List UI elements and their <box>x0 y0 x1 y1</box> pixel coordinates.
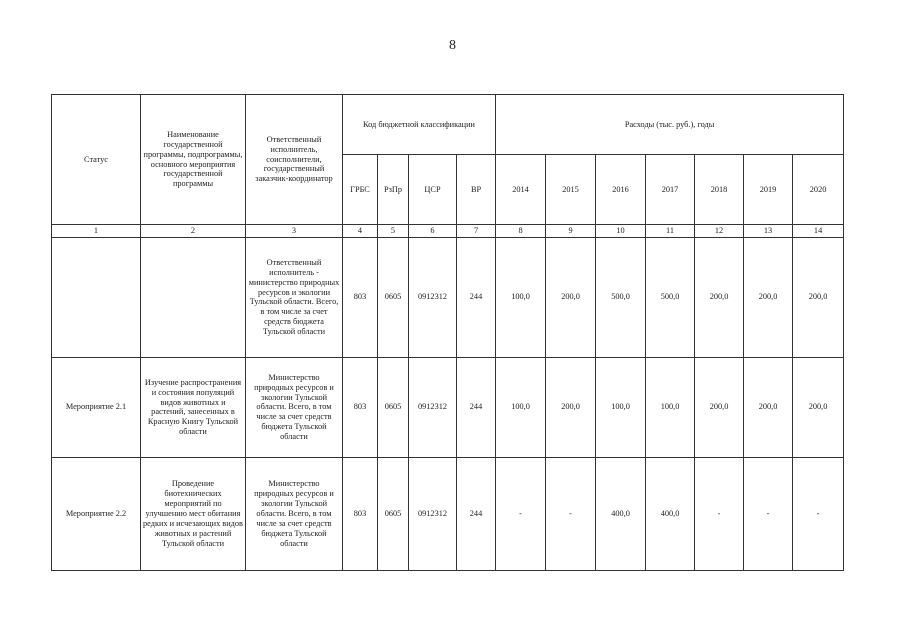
column-number: 5 <box>378 225 409 238</box>
grbs-cell: 803 <box>343 237 378 357</box>
header-code-col: ГРБС <box>343 155 378 225</box>
table-row <box>52 457 844 570</box>
expense-cell: - <box>546 457 596 570</box>
header-code-col: ЦСР <box>409 155 457 225</box>
expense-cell: 200,0 <box>744 237 793 357</box>
header-responsible: Ответственный исполнитель, соисполнители, государственный заказчик-координатор <box>246 95 343 225</box>
header-year: 2018 <box>695 155 744 225</box>
header-year: 2016 <box>596 155 646 225</box>
csr-cell: 0912312 <box>409 457 457 570</box>
vr-cell: 244 <box>457 357 496 457</box>
grbs-cell: 803 <box>343 357 378 457</box>
responsible-cell: Министерство природных ресурсов и экологии Тульской области. Всего, в том числе за счет средств бюджета Тульской области <box>246 457 343 570</box>
expense-cell: - <box>793 457 844 570</box>
table-row <box>52 357 844 457</box>
expense-cell: 100,0 <box>646 357 695 457</box>
vr-cell: 244 <box>457 237 496 357</box>
expense-cell: 200,0 <box>695 237 744 357</box>
status-cell: Мероприятие 2.1 <box>52 357 141 457</box>
expense-cell: 500,0 <box>646 237 695 357</box>
expense-cell: 200,0 <box>793 357 844 457</box>
column-number: 4 <box>343 225 378 238</box>
budget-table <box>51 94 844 571</box>
csr-cell: 0912312 <box>409 357 457 457</box>
column-number: 1 <box>52 225 141 238</box>
responsible-cell: Министерство природных ресурсов и экологии Тульской области. Всего, в том числе за счет средств бюджета Тульской области <box>246 357 343 457</box>
responsible-cell: Ответственный исполнитель - министерство природных ресурсов и экологии Тульской области. Всего, в том числе за счет средств бюджета Тульской области <box>246 237 343 357</box>
header-budget-code: Код бюджетной классификации <box>343 95 496 155</box>
expense-cell: 100,0 <box>596 357 646 457</box>
header-expenses: Расходы (тыс. руб.), годы <box>496 95 844 155</box>
column-number: 2 <box>141 225 246 238</box>
expense-cell: 400,0 <box>646 457 695 570</box>
grbs-cell: 803 <box>343 457 378 570</box>
column-number: 6 <box>409 225 457 238</box>
vr-cell: 244 <box>457 457 496 570</box>
name-cell: Изучение распространения и состояния популяций видов животных и растений, занесенных в Красную Книгу Тульской области <box>141 357 246 457</box>
header-name: Наименование государственной программы, подпрограммы, основного мероприятия государственной программы <box>141 95 246 225</box>
rzpr-cell: 0605 <box>378 237 409 357</box>
header-year: 2019 <box>744 155 793 225</box>
expense-cell: 200,0 <box>793 237 844 357</box>
column-number: 3 <box>246 225 343 238</box>
column-number: 14 <box>793 225 844 238</box>
column-number: 11 <box>646 225 695 238</box>
column-number: 13 <box>744 225 793 238</box>
expense-cell: 200,0 <box>546 237 596 357</box>
status-cell: Мероприятие 2.2 <box>52 457 141 570</box>
header-code-col: РзПр <box>378 155 409 225</box>
page-number: 8 <box>449 38 456 53</box>
header-status: Статус <box>52 95 141 225</box>
expense-cell: 200,0 <box>695 357 744 457</box>
column-number: 12 <box>695 225 744 238</box>
header-year: 2015 <box>546 155 596 225</box>
column-number: 10 <box>596 225 646 238</box>
csr-cell: 0912312 <box>409 237 457 357</box>
column-number: 9 <box>546 225 596 238</box>
header-code-col: ВР <box>457 155 496 225</box>
expense-cell: 400,0 <box>596 457 646 570</box>
status-cell <box>52 237 141 357</box>
expense-cell: 200,0 <box>546 357 596 457</box>
header-year: 2020 <box>793 155 844 225</box>
rzpr-cell: 0605 <box>378 457 409 570</box>
column-number: 8 <box>496 225 546 238</box>
header-year: 2014 <box>496 155 546 225</box>
expense-cell: 100,0 <box>496 237 546 357</box>
expense-cell: 200,0 <box>744 357 793 457</box>
table-row <box>52 237 844 357</box>
expense-cell: 100,0 <box>496 357 546 457</box>
name-cell: Проведение биотехнических мероприятий по улучшению мест обитания редких и исчезающих видов животных и растений Тульской области <box>141 457 246 570</box>
rzpr-cell: 0605 <box>378 357 409 457</box>
header-year: 2017 <box>646 155 695 225</box>
expense-cell: - <box>695 457 744 570</box>
expense-cell: - <box>496 457 546 570</box>
expense-cell: - <box>744 457 793 570</box>
name-cell <box>141 237 246 357</box>
expense-cell: 500,0 <box>596 237 646 357</box>
column-number: 7 <box>457 225 496 238</box>
